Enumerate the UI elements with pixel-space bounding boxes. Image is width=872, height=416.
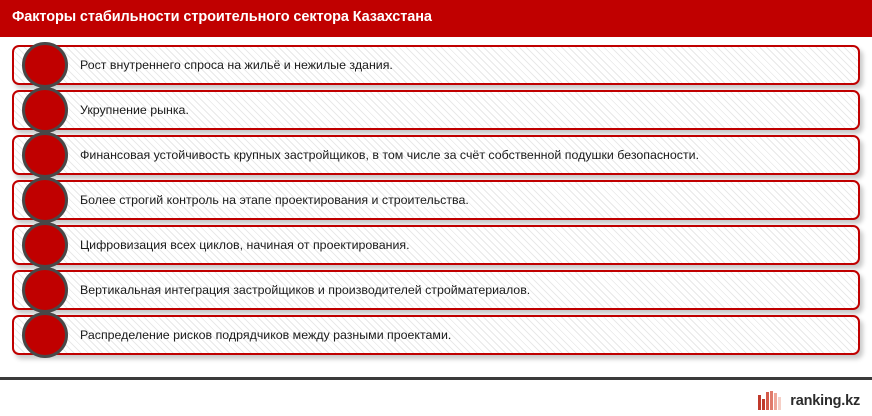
list-item-label: Финансовая устойчивость крупных застройщиков, в том числе за счёт собственной подушки безопасности. [80,148,700,162]
page-title: Факторы стабильности строительного сектора Казахстана [12,9,432,25]
list-item-label: Цифровизация всех циклов, начиная от проектирования. [80,238,410,252]
list-item[interactable] [12,315,860,355]
list-item[interactable] [12,270,860,310]
footer [0,380,872,416]
site-logo[interactable] [758,388,860,410]
bullet-circle-icon [22,267,68,313]
bullet-circle-icon [22,177,68,223]
factors-list [0,37,872,377]
list-item[interactable] [12,90,860,130]
header-bar [0,0,872,37]
bullet-circle-icon [22,87,68,133]
list-item-label: Укрупнение рынка. [80,103,189,117]
list-item[interactable] [12,135,860,175]
bullet-circle-icon [22,42,68,88]
list-item[interactable] [12,45,860,85]
list-item-label: Рост внутреннего спроса на жильё и нежилые здания. [80,58,393,72]
list-item[interactable] [12,180,860,220]
bullet-circle-icon [22,222,68,268]
list-item-label: Более строгий контроль на этапе проектирования и строительства. [80,193,469,207]
list-item-label: Вертикальная интеграция застройщиков и производителей стройматериалов. [80,283,531,297]
bullet-circle-icon [22,132,68,178]
logo-text: ranking.kz [790,393,860,409]
bullet-circle-icon [22,312,68,358]
list-item-label: Распределение рисков подрядчиков между разными проектами. [80,328,452,342]
list-item[interactable] [12,225,860,265]
bar-chart-logo-icon [758,391,784,410]
